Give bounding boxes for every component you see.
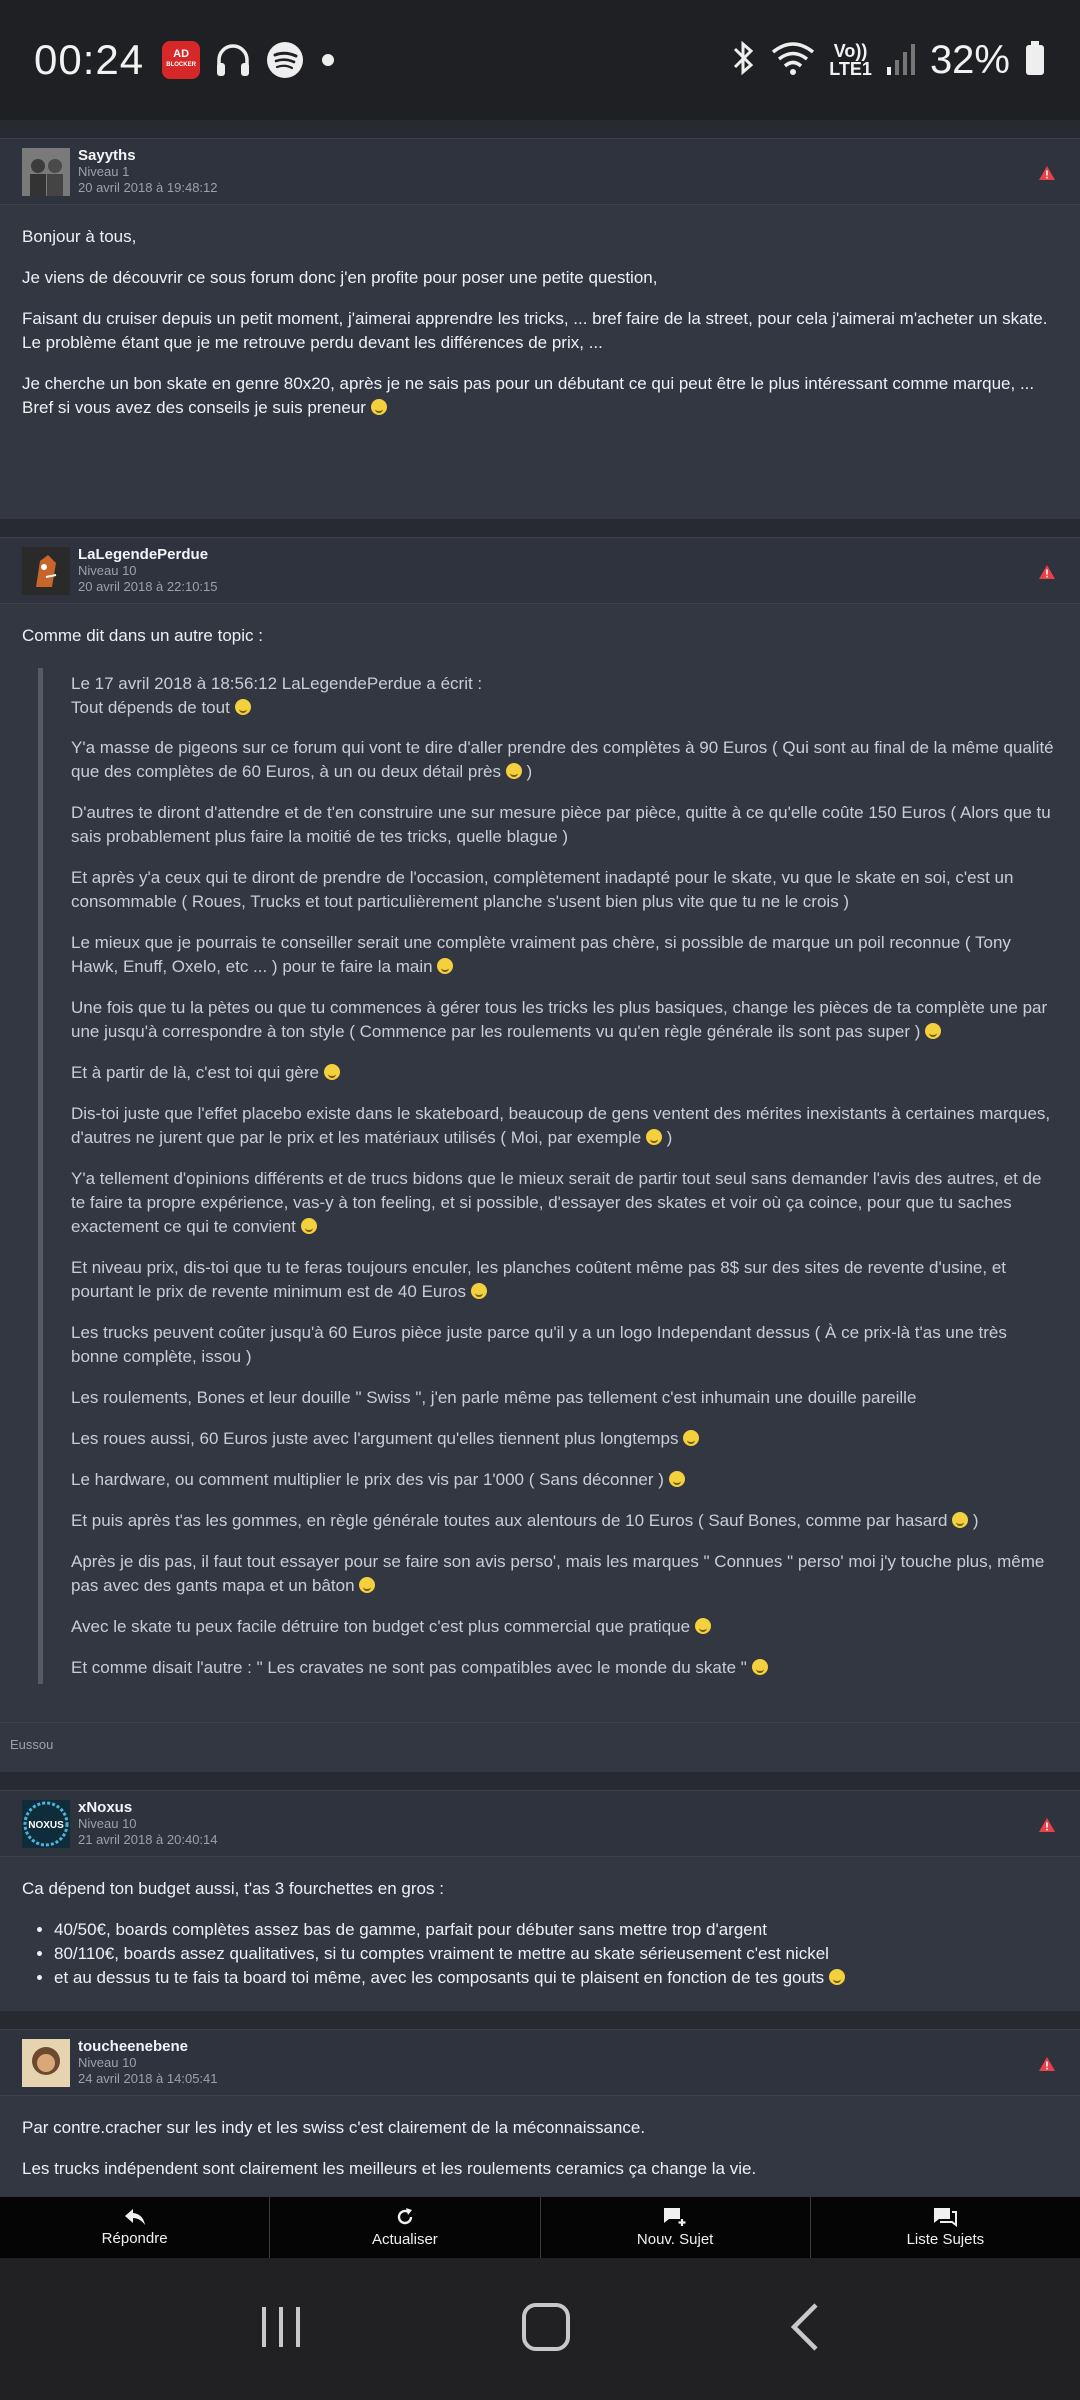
chat-list-icon	[933, 2207, 957, 2227]
quote-paragraph	[71, 1656, 1058, 1680]
bluetooth-icon	[729, 39, 757, 82]
quote-paragraph: Y'a masse de pigeons sur ce forum qui vont te dire d'aller prendre des complètes à 90 Euros ( Qui sont au final de la même qualité que des complètes de 60 Euros, à un ou deux détail près )	[71, 738, 1054, 781]
post-text: Je cherche un bon skate en genre 80x20, après je ne sais pas pour un débutant ce qui peut être le plus intéressant comme marque, ... Bref si vous avez des conseils je suis preneur	[22, 374, 1035, 417]
quote-paragraph	[71, 1061, 1058, 1085]
post-date: 20 avril 2018 à 19:48:12	[78, 180, 218, 195]
wink-icon	[324, 1064, 340, 1080]
post-paragraph: Bonjour à tous,	[22, 227, 137, 246]
smiley-icon	[646, 1129, 662, 1145]
volte-label: Vo))	[833, 41, 868, 61]
headphones-icon	[214, 42, 252, 78]
post-body	[0, 205, 1080, 519]
post-meta	[78, 147, 218, 196]
author-name[interactable]: xNoxus	[78, 1799, 133, 1816]
post-date: 20 avril 2018 à 22:10:15	[78, 579, 218, 594]
spotify-icon	[266, 41, 304, 79]
quote-paragraph: Dis-toi juste que l'effet placebo existe dans le skateboard, beaucoup de gens ventent des mérites inexistants à certaines marques, d'autres ne jurent que par le prix et les matériaux utilisés ( Moi, par exemple )	[71, 1104, 1051, 1147]
quote-header-text: Le 17 avril 2018 à 18:56:12 LaLegendePerdue a écrit :	[71, 674, 483, 693]
warning-triangle-icon[interactable]	[1038, 1817, 1056, 1838]
wink-icon	[437, 958, 453, 974]
adblock-label: AD	[173, 48, 190, 60]
home-button[interactable]	[520, 2301, 572, 2358]
battery-icon	[1024, 40, 1046, 81]
post-paragraph: Ca dépend ton budget aussi, t'as 3 fourchettes en gros :	[22, 1879, 444, 1898]
quote-text: Dis-toi juste que l'effet placebo existe dans le skateboard, beaucoup de gens ventent des mérites inexistants à certaines marques, d'autres ne jurent que par le prix et les matériaux utilisés ( Moi, par exemple	[71, 1104, 1051, 1147]
post-date: 24 avril 2018 à 14:05:41	[78, 2071, 218, 2086]
quote-header	[71, 672, 1058, 720]
recent-apps-button[interactable]	[258, 2304, 304, 2355]
quote-text: Et niveau prix, dis-toi que tu te feras toujours enculer, les planches coûtent même pas 8$ sur des sites de revente d'usine, et pourtant le prix de revente minimum est de 40 Euros	[71, 1258, 1006, 1301]
post-header	[0, 1791, 1080, 1857]
topic-list-button[interactable]	[811, 2197, 1080, 2258]
post-paragraph: Les trucks indépendent sont clairement les meilleurs et les roulements ceramics ça change la vie.	[22, 2159, 757, 2178]
bottom-action-bar	[0, 2196, 1080, 2258]
sunglasses-icon	[669, 1471, 685, 1487]
quote-paragraph	[71, 1615, 1058, 1639]
quote-text: Y'a tellement d'opinions différents et de trucs bidons que le mieux serait de partir tout seul sans demander l'avis des autres, et de te faire ta propre expérience, vas-y à ton feeling, et si possible, d'essayer des skates et voir où ça coince, pour que tu saches exactement ce qui te convient	[71, 1169, 1042, 1236]
smiley-icon	[752, 1659, 768, 1675]
warning-triangle-icon[interactable]	[1038, 2056, 1056, 2077]
post-meta	[78, 2038, 218, 2087]
post-header	[0, 139, 1080, 205]
lte-label: LTE1	[829, 59, 872, 79]
new-topic-label: Nouv. Sujet	[636, 2231, 714, 2248]
wifi-icon	[771, 40, 815, 81]
post-paragraph: Comme dit dans un autre topic :	[22, 626, 263, 645]
post-gap	[0, 1772, 1080, 1790]
wink-icon	[925, 1023, 941, 1039]
quote-paragraph: Les trucks peuvent coûter jusqu'à 60 Euros pièce juste parce qu'il y a un logo Independant dessus ( À ce prix-là t'as une très bonne complète, issou )	[71, 1323, 1007, 1366]
quote-paragraph: Les roulements, Bones et leur douille " Swiss ", j'en parle même pas tellement c'est inhumain une douille pareille	[71, 1388, 917, 1407]
list-text: et au dessus tu te fais ta board toi même, avec les composants qui te plaisent en fonction de tes gouts	[54, 1968, 825, 1987]
list-item: • 40/50€, boards complètes assez bas de gamme, parfait pour débuter sans mettre trop d'argent	[54, 1918, 1058, 1942]
post-body	[0, 604, 1080, 1722]
avatar[interactable]	[22, 1800, 70, 1848]
smiley-icon	[695, 1618, 711, 1634]
avatar[interactable]	[22, 2039, 70, 2087]
chat-plus-icon	[663, 2207, 687, 2227]
smiley-icon	[952, 1512, 968, 1528]
post-3	[0, 1790, 1080, 2011]
post-1	[0, 138, 1080, 519]
quote-text: Le mieux que je pourrais te conseiller serait une complète vraiment pas chère, si possible de marque un poil reconnue ( Tony Hawk, Enuff, Oxelo, etc ... ) pour te faire la main	[71, 933, 1011, 976]
signal-icon	[886, 41, 916, 80]
quote-paragraph	[71, 1468, 1058, 1492]
warning-triangle-icon[interactable]	[1038, 165, 1056, 186]
smiley-icon	[235, 699, 251, 715]
smiley-icon	[371, 399, 387, 415]
post-meta	[78, 1799, 218, 1848]
network-indicator	[829, 42, 872, 78]
reply-label: Répondre	[101, 2230, 168, 2247]
list-item	[54, 1966, 1058, 1990]
post-header	[0, 2030, 1080, 2096]
quote-paragraph: D'autres te diront d'attendre et de t'en construire une sur mesure pièce par pièce, quitte à ce qu'elle coûte 150 Euros ( Alors que tu sais probablement plus faire la moitié de tes tricks, quelle blague )	[71, 803, 1051, 846]
smiley-icon	[506, 763, 522, 779]
reply-button[interactable]	[0, 2197, 270, 2258]
author-name[interactable]: LaLegendePerdue	[78, 546, 209, 563]
author-level: Niveau 10	[78, 1816, 137, 1831]
quote-text: Tout dépends de tout	[71, 698, 230, 717]
quote-paragraph	[71, 931, 1058, 979]
quote-text: Le hardware, ou comment multiplier le prix des vis par 1'000 ( Sans déconner )	[71, 1470, 664, 1489]
quote-text: Une fois que tu la pètes ou que tu commences à gérer tous les tricks les plus basiques, change les pièces de ta complète une par une jusqu'à correspondre à ton style ( Commence par les roulements vu qu'en règle générale ils sont pas super )	[71, 998, 1048, 1041]
post-header	[0, 538, 1080, 604]
bullet-list	[54, 1918, 1058, 1990]
post-meta	[78, 546, 218, 595]
quote-text: Avec le skate tu peux facile détruire ton budget c'est plus commercial que pratique	[71, 1617, 691, 1636]
reply-arrow-icon	[124, 2208, 146, 2226]
quote-text: Et à partir de là, c'est toi qui gère	[71, 1063, 319, 1082]
refresh-button[interactable]	[270, 2197, 540, 2258]
post-signature: Eussou	[0, 1722, 1080, 1772]
quote-paragraph	[71, 1256, 1058, 1304]
avatar-label: NOXUS	[28, 1819, 64, 1831]
notification-dot-icon	[318, 50, 338, 70]
quote-paragraph	[71, 1427, 1058, 1451]
quote-paragraph	[71, 1167, 1058, 1239]
quote-paragraph	[71, 996, 1058, 1044]
quote-paragraph: Et après y'a ceux qui te diront de prendre de l'occasion, complètement inadapté pour le skate, vu que le skate en soi, c'est un consommable ( Roues, Trucks et tout particulièrement planche s'usent bien plus vite que tu ne le crois )	[71, 868, 1014, 911]
new-topic-button[interactable]	[541, 2197, 811, 2258]
quote-text: Et puis après t'as les gommes, en règle générale toutes aux alentours de 10 Euros ( Sauf Bones, comme par hasard	[71, 1511, 948, 1530]
post-body	[0, 1857, 1080, 2011]
list-item: • 80/110€, boards assez qualitatives, si tu comptes vraiment te mettre au skate sérieusement c'est nickel	[54, 1942, 1058, 1966]
post-date: 21 avril 2018 à 20:40:14	[78, 1832, 218, 1847]
adblock-sublabel: BLOCKER	[166, 62, 196, 68]
quote-paragraph: Et puis après t'as les gommes, en règle générale toutes aux alentours de 10 Euros ( Sauf Bones, comme par hasard )	[71, 1511, 979, 1530]
quote-text: Et comme disait l'autre : " Les cravates ne sont pas compatibles avec le monde du skate "	[71, 1658, 747, 1677]
smiley-icon	[359, 1577, 375, 1593]
post-2	[0, 537, 1080, 1772]
quote-text: Y'a masse de pigeons sur ce forum qui vont te dire d'aller prendre des complètes à 90 Euros ( Qui sont au final de la même qualité que des complètes de 60 Euros, à un ou deux détail près	[71, 738, 1054, 781]
system-navigation-bar	[0, 2258, 1080, 2400]
author-level: Niveau 1	[78, 164, 130, 179]
status-time: 00:24	[34, 36, 145, 83]
status-bar	[0, 0, 1080, 120]
quote-text: Les roues aussi, 60 Euros juste avec l'argument qu'elles tiennent plus longtemps	[71, 1429, 679, 1448]
tongue-icon	[471, 1283, 487, 1299]
post-paragraph	[22, 372, 1058, 420]
quote-block	[38, 668, 1058, 1684]
wink-icon	[301, 1218, 317, 1234]
avatar[interactable]	[22, 547, 70, 595]
topic-feed[interactable]	[0, 120, 1080, 2196]
post-gap	[0, 519, 1080, 537]
refresh-label: Actualiser	[371, 2231, 438, 2248]
tongue-icon	[683, 1430, 699, 1446]
post-paragraph: Par contre.cracher sur les indy et les swiss c'est clairement de la méconnaissance.	[22, 2118, 646, 2137]
author-name[interactable]: Sayyths	[78, 147, 136, 164]
author-level: Niveau 10	[78, 2055, 137, 2070]
post-paragraph: Faisant du cruiser depuis un petit moment, j'aimerai apprendre les tricks, ... bref faire de la street, pour cela j'aimerai m'acheter un skate. Le problème étant que je me retrouve perdu devant les différences de prix, ...	[22, 309, 1048, 352]
avatar[interactable]	[22, 148, 70, 196]
battery-percent: 32%	[929, 37, 1010, 82]
author-level: Niveau 10	[78, 563, 137, 578]
wink-icon	[829, 1969, 845, 1985]
warning-triangle-icon[interactable]	[1038, 564, 1056, 585]
post-gap	[0, 120, 1080, 138]
quote-paragraph	[71, 1550, 1058, 1598]
adblock-icon	[162, 41, 200, 79]
topic-list-label: Liste Sujets	[906, 2231, 985, 2248]
post-paragraph: Je viens de découvrir ce sous forum donc j'en profite pour poser une petite question,	[22, 268, 658, 287]
back-button[interactable]	[788, 2301, 822, 2358]
author-name[interactable]: toucheenebene	[78, 2038, 189, 2055]
post-gap	[0, 2011, 1080, 2029]
refresh-icon	[395, 2207, 415, 2227]
quote-text: Après je dis pas, il faut tout essayer pour se faire son avis perso', mais les marques " Connues " perso' moi j'y touche plus, même pas avec des gants mapa et un bâton	[71, 1552, 1045, 1595]
